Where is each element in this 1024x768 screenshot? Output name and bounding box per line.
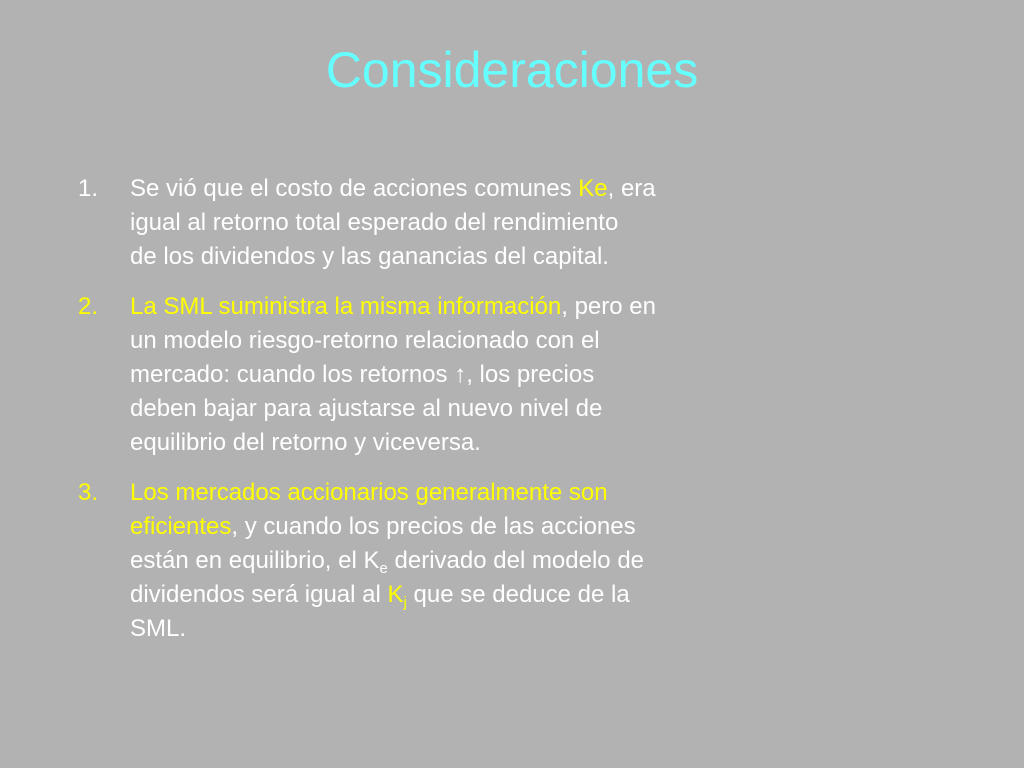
text-line: deben bajar para ajustarse al nuevo nivel de [130,395,603,422]
highlight-kj [387,581,407,611]
text-line: de los dividendos y las ganancias del capital. [130,243,609,270]
text-line [130,544,768,578]
text-line: SML. [130,615,187,642]
text-line [130,578,768,612]
text-line [130,358,768,392]
text-line: igual al retorno total esperado del rendimiento [130,209,619,236]
text-segment: derivado del modelo de [387,547,645,574]
text-line: Los mercados accionarios generalmente son [130,479,608,506]
highlight-ke: Ke [578,175,608,202]
text-segment: mercado: cuando los retornos [130,361,455,388]
text-segment: , los precios [466,361,595,388]
text-segment: Se vió que el costo de acciones comunes [130,175,579,202]
considerations-list [78,172,768,662]
list-number: 1. [78,175,99,202]
text-segment: que se deduce de la [406,581,630,608]
subscript-j: j [403,594,407,611]
highlight-sml-text: La SML suministra la misma información [130,293,562,320]
list-number: 2. [78,293,99,320]
subscript-e: e [379,560,388,577]
list-item-2 [78,290,768,460]
list-item-1 [78,172,768,274]
k-letter: K [387,581,404,608]
text-segment: , y cuando los precios de las acciones [231,513,636,540]
text-segment: , pero en [561,293,656,320]
text-line [130,510,768,544]
up-arrow-icon: ↑ [454,361,467,388]
text-line: equilibrio del retorno y viceversa. [130,429,481,456]
text-line: un modelo riesgo-retorno relacionado con el [130,327,600,354]
list-number: 3. [78,479,99,506]
text-line [130,290,768,324]
text-line [130,172,768,206]
list-item-3 [78,476,768,646]
text-segment: están en equilibrio, el K [130,547,380,574]
text-segment: , era [607,175,656,202]
highlight-eficientes: eficientes [130,513,232,540]
text-segment: dividendos será igual al [130,581,388,608]
slide-title: Consideraciones [325,42,699,98]
